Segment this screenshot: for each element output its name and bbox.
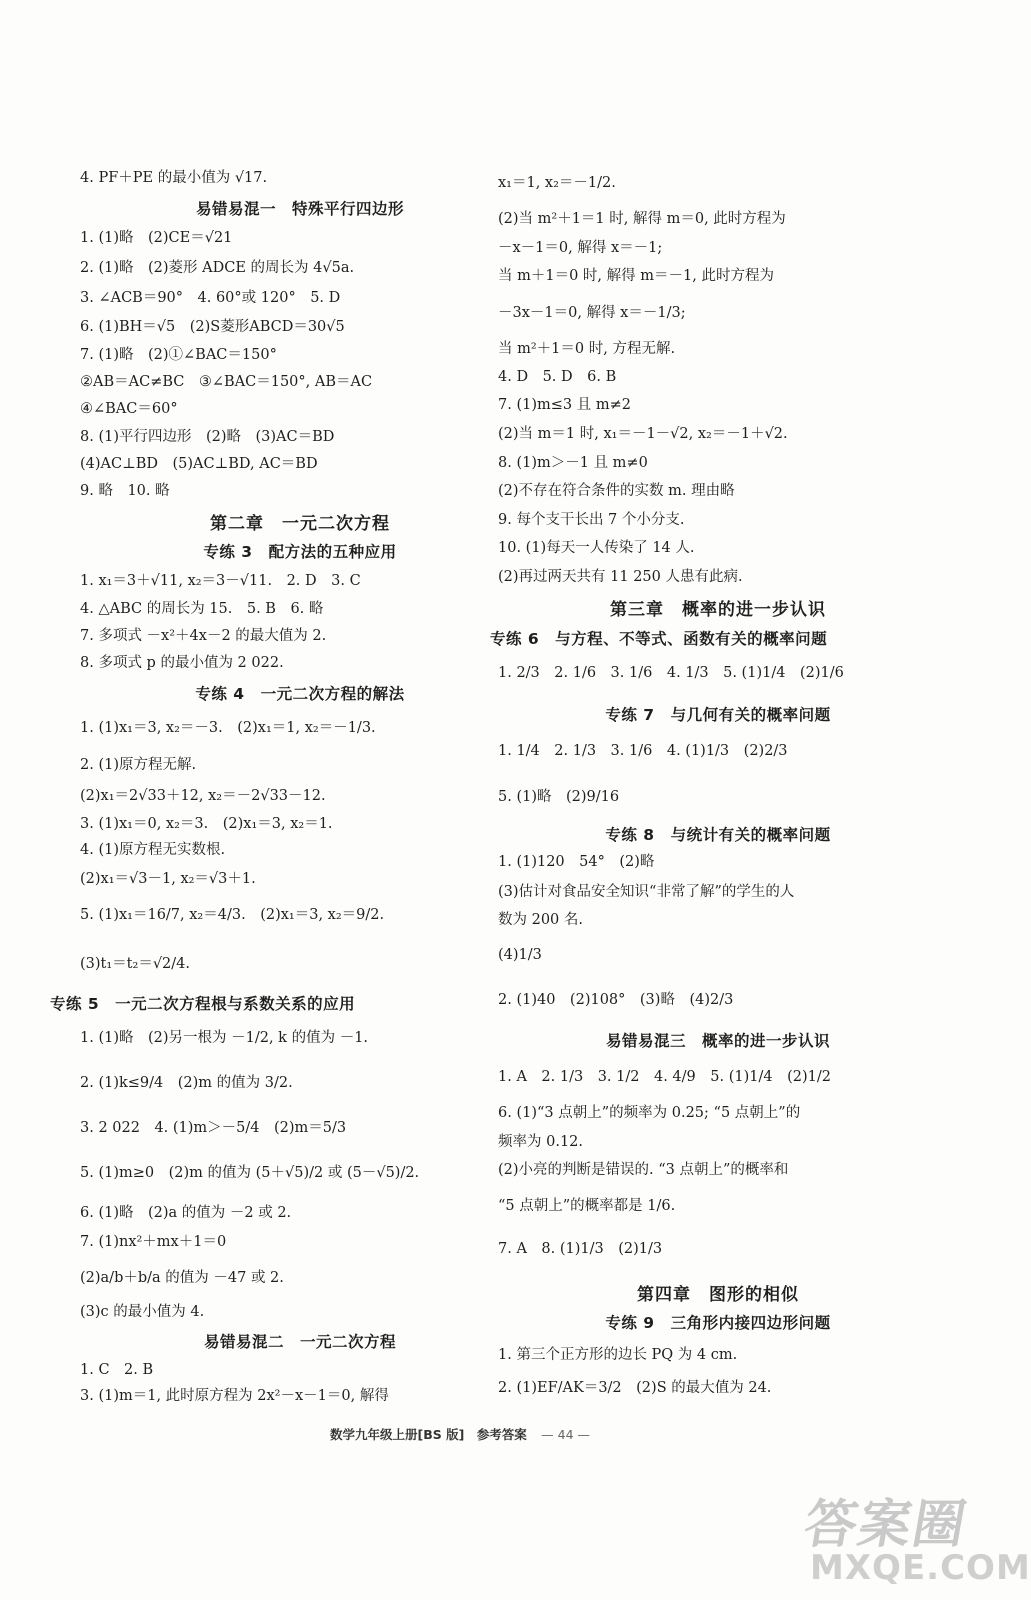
answer-line: 3. 2 022 4. (1)m＞－5/4 (2)m＝5/3	[80, 1120, 347, 1136]
answer-line: 7. (1)略 (2)①∠BAC＝150°	[80, 347, 277, 363]
answer-line: (2)x₁＝√3－1, x₂＝√3＋1.	[80, 871, 256, 887]
section-heading: 专练 5 一元二次方程根与系数关系的应用	[50, 995, 356, 1013]
watermark-text: 答案圈	[799, 1495, 973, 1555]
answer-line: 2. (1)略 (2)菱形 ADCE 的周长为 4√5a.	[80, 260, 355, 276]
answer-line: 8. (1)平行四边形 (2)略 (3)AC＝BD	[80, 429, 335, 445]
answer-line: 7. (1)m≤3 且 m≠2	[498, 397, 631, 413]
answer-line: 1. x₁＝3＋√11, x₂＝3－√11. 2. D 3. C	[80, 573, 361, 589]
answer-line: 8. (1)m＞－1 且 m≠0	[498, 455, 648, 471]
answer-line: 1. 第三个正方形的边长 PQ 为 4 cm.	[498, 1347, 738, 1363]
answer-line: 6. (1)“3 点朝上”的频率为 0.25; “5 点朝上”的	[498, 1105, 801, 1121]
section-heading: 易错易混三 概率的进一步认识	[605, 1032, 830, 1050]
footer-title: 数学九年级上册[BS 版] 参考答案	[330, 1427, 527, 1442]
answer-line: 1. (1)120 54° (2)略	[498, 854, 655, 870]
answer-line: x₁＝1, x₂＝－1/2.	[498, 175, 616, 191]
answer-line: 7. 多项式 －x²＋4x－2 的最大值为 2.	[80, 628, 327, 644]
section-heading: 易错易混一 特殊平行四边形	[195, 200, 404, 218]
chapter-heading: 第三章 概率的进一步认识	[610, 600, 826, 620]
answer-line: 5. (1)x₁＝16/7, x₂＝4/3. (2)x₁＝3, x₂＝9/2.	[80, 907, 385, 923]
answer-line: 2. (1)原方程无解.	[80, 757, 197, 773]
section-heading: 易错易混二 一元二次方程	[203, 1333, 396, 1351]
answer-line: (2)当 m²＋1＝1 时, 解得 m＝0, 此时方程为	[498, 211, 786, 227]
answer-line: 5. (1)m≥0 (2)m 的值为 (5＋√5)/2 或 (5－√5)/2.	[80, 1165, 420, 1181]
answer-line: (3)c 的最小值为 4.	[80, 1304, 205, 1320]
answer-line: 1. (1)略 (2)另一根为 －1/2, k 的值为 －1.	[80, 1030, 369, 1046]
answer-line: 1. 2/3 2. 1/6 3. 1/6 4. 1/3 5. (1)1/4 (2)1/6	[498, 665, 844, 681]
answer-line: 1. 1/4 2. 1/3 3. 1/6 4. (1)1/3 (2)2/3	[498, 743, 788, 759]
answer-line: 2. (1)40 (2)108° (3)略 (4)2/3	[498, 992, 734, 1008]
answer-line: (4)1/3	[498, 947, 542, 963]
answer-line: 3. ∠ACB＝90° 4. 60°或 120° 5. D	[80, 290, 341, 306]
answer-line: －3x－1＝0, 解得 x＝－1/3;	[498, 305, 686, 321]
answer-line: 2. (1)EF/AK＝3/2 (2)S 的最大值为 24.	[498, 1380, 772, 1396]
section-heading: 专练 8 与统计有关的概率问题	[605, 826, 831, 844]
answer-line: (2)不存在符合条件的实数 m. 理由略	[498, 483, 735, 499]
answer-line: 2. (1)k≤9/4 (2)m 的值为 3/2.	[80, 1075, 293, 1091]
section-heading: 专练 3 配方法的五种应用	[203, 543, 397, 561]
answer-line: 6. (1)BH＝√5 (2)S菱形ABCD＝30√5	[80, 319, 345, 335]
answer-line: (4)AC⊥BD (5)AC⊥BD, AC＝BD	[80, 456, 318, 472]
answer-line: 4. PF＋PE 的最小值为 √17.	[80, 170, 268, 186]
answer-line: 9. 略 10. 略	[80, 483, 170, 499]
answer-line: 7. A 8. (1)1/3 (2)1/3	[498, 1241, 663, 1257]
section-heading: 专练 9 三角形内接四边形问题	[605, 1314, 831, 1332]
answer-line: (2)小亮的判断是错误的. “3 点朝上”的概率和	[498, 1162, 789, 1178]
watermark-logo	[799, 1482, 1031, 1594]
answer-line: 10. (1)每天一人传染了 14 人.	[498, 540, 695, 556]
answer-line: 9. 每个支干长出 7 个小分支.	[498, 512, 685, 528]
answer-line: 4. (1)原方程无实数根.	[80, 842, 226, 858]
answer-line: 8. 多项式 p 的最小值为 2 022.	[80, 655, 284, 671]
chapter-heading: 第二章 一元二次方程	[210, 514, 390, 534]
answer-line: ④∠BAC＝60°	[80, 401, 178, 417]
watermark-url: MXQE.COM	[810, 1548, 1031, 1588]
answer-line: －x－1＝0, 解得 x＝－1;	[498, 240, 663, 256]
answer-line: 4. D 5. D 6. B	[498, 369, 617, 385]
answer-line: (2)当 m＝1 时, x₁＝－1－√2, x₂＝－1＋√2.	[498, 426, 788, 442]
answer-line: 当 m²＋1＝0 时, 方程无解.	[498, 341, 676, 357]
answer-line: (2)再过两天共有 11 250 人患有此病.	[498, 569, 743, 585]
page-footer	[330, 1425, 670, 1443]
chapter-heading: 第四章 图形的相似	[637, 1285, 799, 1305]
answer-line: 7. (1)nx²＋mx＋1＝0	[80, 1234, 227, 1250]
answer-line: 当 m＋1＝0 时, 解得 m＝－1, 此时方程为	[498, 268, 774, 284]
answer-line: 1. (1)略 (2)CE＝√21	[80, 230, 233, 246]
answer-line: (3)估计对食品安全知识“非常了解”的学生的人	[498, 884, 795, 900]
answer-line: (2)x₁＝2√33＋12, x₂＝－2√33－12.	[80, 788, 326, 804]
answer-line: (2)a/b＋b/a 的值为 －47 或 2.	[80, 1270, 284, 1286]
answer-line: 3. (1)x₁＝0, x₂＝3. (2)x₁＝3, x₂＝1.	[80, 816, 333, 832]
answer-line: ②AB＝AC≠BC ③∠BAC＝150°, AB＝AC	[80, 374, 373, 390]
answer-line: 数为 200 名.	[498, 912, 584, 928]
answer-line: (3)t₁＝t₂＝√2/4.	[80, 956, 191, 972]
answer-line: 4. △ABC 的周长为 15. 5. B 6. 略	[80, 601, 324, 617]
answer-line: 5. (1)略 (2)9/16	[498, 789, 620, 805]
section-heading: 专练 6 与方程、不等式、函数有关的概率问题	[490, 630, 828, 648]
answer-line: 1. A 2. 1/3 3. 1/2 4. 4/9 5. (1)1/4 (2)1/2	[498, 1069, 831, 1085]
section-heading: 专练 7 与几何有关的概率问题	[605, 706, 831, 724]
answer-line: 1. C 2. B	[80, 1362, 154, 1378]
answer-line: “5 点朝上”的概率都是 1/6.	[498, 1198, 676, 1214]
answer-line: 3. (1)m＝1, 此时原方程为 2x²－x－1＝0, 解得	[80, 1388, 389, 1404]
answer-line: 1. (1)x₁＝3, x₂＝－3. (2)x₁＝1, x₂＝－1/3.	[80, 720, 376, 736]
answer-line: 频率为 0.12.	[498, 1134, 584, 1150]
answer-line: 6. (1)略 (2)a 的值为 －2 或 2.	[80, 1205, 292, 1221]
section-heading: 专练 4 一元二次方程的解法	[195, 685, 405, 703]
page-number: — 44 —	[541, 1427, 591, 1442]
